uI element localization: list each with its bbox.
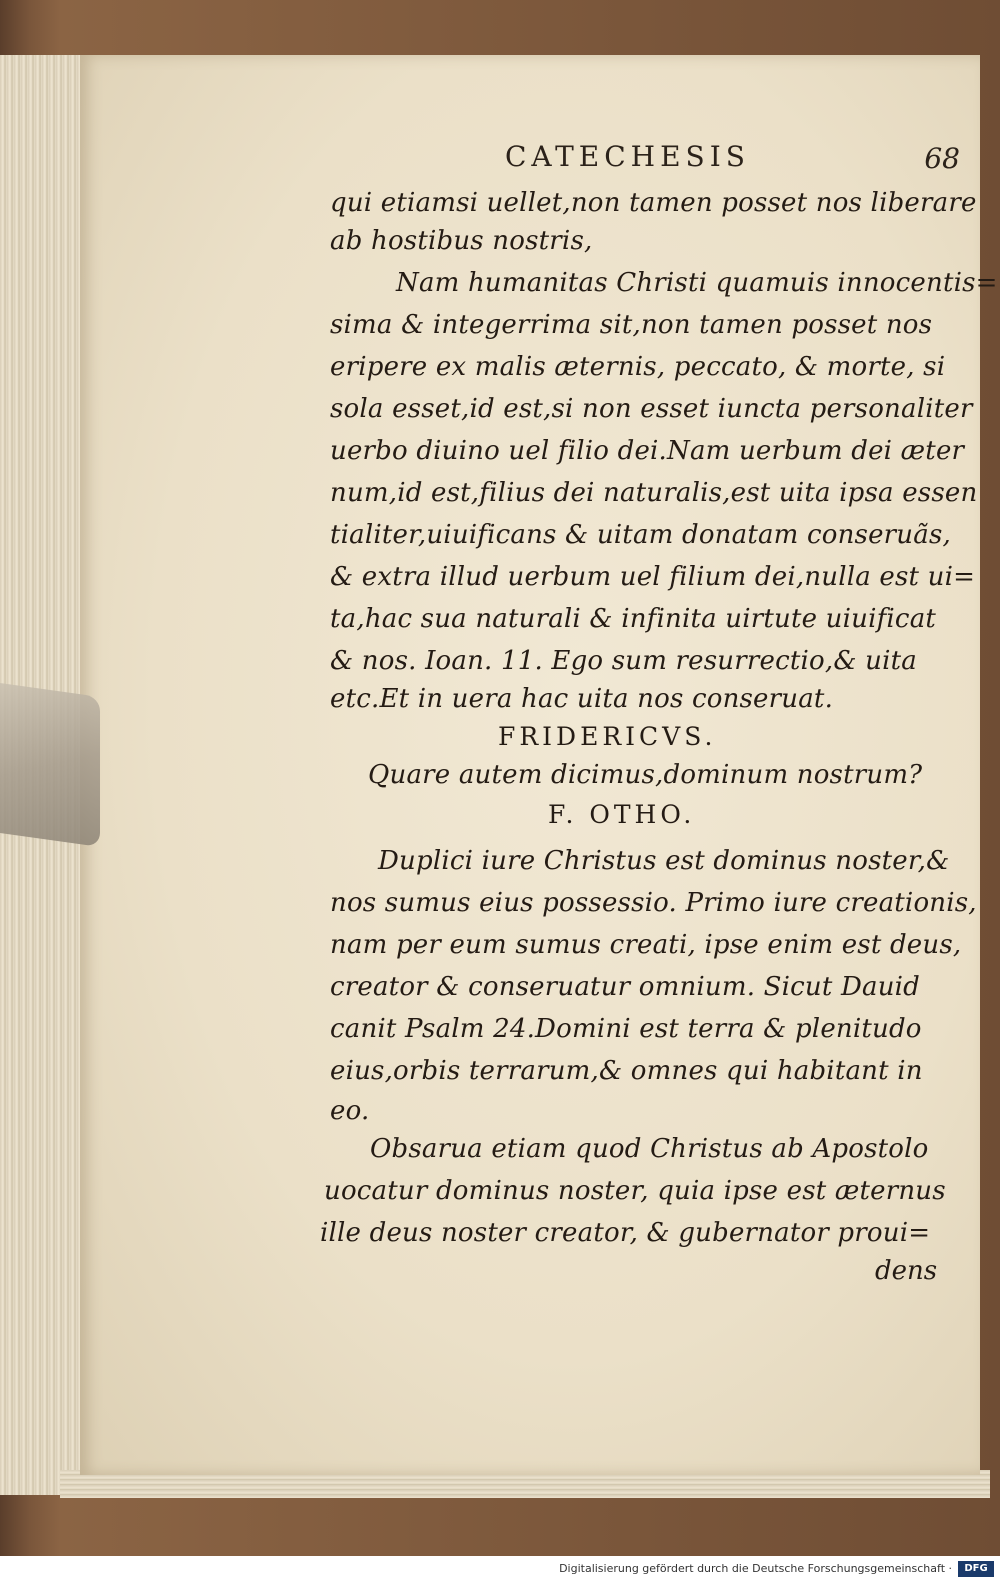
text-line: Duplici iure Christus est dominus noster,& (378, 846, 950, 876)
running-head: CATECHESIS (505, 140, 750, 173)
text-line: sima & integerrima sit,non tamen posset nos (330, 310, 933, 340)
text-line: creator & conseruatur omnium. Sicut Dauid (330, 972, 921, 1002)
text-line: eius,orbis terrarum,& omnes qui habitant in (330, 1056, 923, 1086)
text-line: & nos. Ioan. 11. Ego sum resurrectio,& uita (330, 646, 917, 676)
book-clip (0, 683, 100, 847)
footer-credit: Digitalisierung gefördert durch die Deutsche Forschungsgemeinschaft · (559, 1562, 952, 1575)
text-line: & extra illud uerbum uel filium dei,nulla est ui= (330, 562, 976, 592)
digitization-footer (0, 1556, 1000, 1584)
text-line: tialiter,uiuificans & uitam donatam conseruãs, (330, 520, 951, 550)
page-number: 68 (924, 142, 960, 175)
text-line: Obsarua etiam quod Christus ab Apostolo (370, 1134, 929, 1164)
text-line: nos sumus eius possessio. Primo iure creationis, (330, 888, 977, 918)
text-line: eo. (330, 1096, 370, 1126)
text-line: ta,hac sua naturali & infinita uirtute uiuificat (330, 604, 937, 634)
text-line: uerbo diuino uel filio dei.Nam uerbum dei æter (330, 436, 965, 466)
dfg-logo: DFG (958, 1561, 994, 1577)
catchword: dens (875, 1256, 938, 1286)
text-line: ille deus noster creator, & gubernator proui= (320, 1218, 931, 1248)
speaker-heading: F. OTHO. (548, 800, 696, 829)
text-line: Nam humanitas Christi quamuis innocentis= (396, 268, 998, 298)
text-line: num,id est,filius dei naturalis,est uita ipsa essen (330, 478, 978, 508)
text-line: ab hostibus nostris, (330, 226, 593, 256)
page-header (500, 140, 960, 180)
text-line: etc.Et in uera hac uita nos conseruat. (330, 684, 834, 714)
text-line: eripere ex malis æternis, peccato, & morte, si (330, 352, 946, 382)
text-line: uocatur dominus noster, quia ipse est æternus (324, 1176, 946, 1206)
text-line: sola esset,id est,si non esset iuncta personaliter (330, 394, 973, 424)
text-line: qui etiamsi uellet,non tamen posset nos liberare (330, 188, 977, 218)
text-line: canit Psalm 24.Domini est terra & plenitudo (330, 1014, 922, 1044)
question-line: Quare autem dicimus,dominum nostrum? (368, 760, 923, 790)
text-line: nam per eum sumus creati, ipse enim est deus, (330, 930, 962, 960)
speaker-heading: FRIDERICVS. (498, 722, 717, 751)
